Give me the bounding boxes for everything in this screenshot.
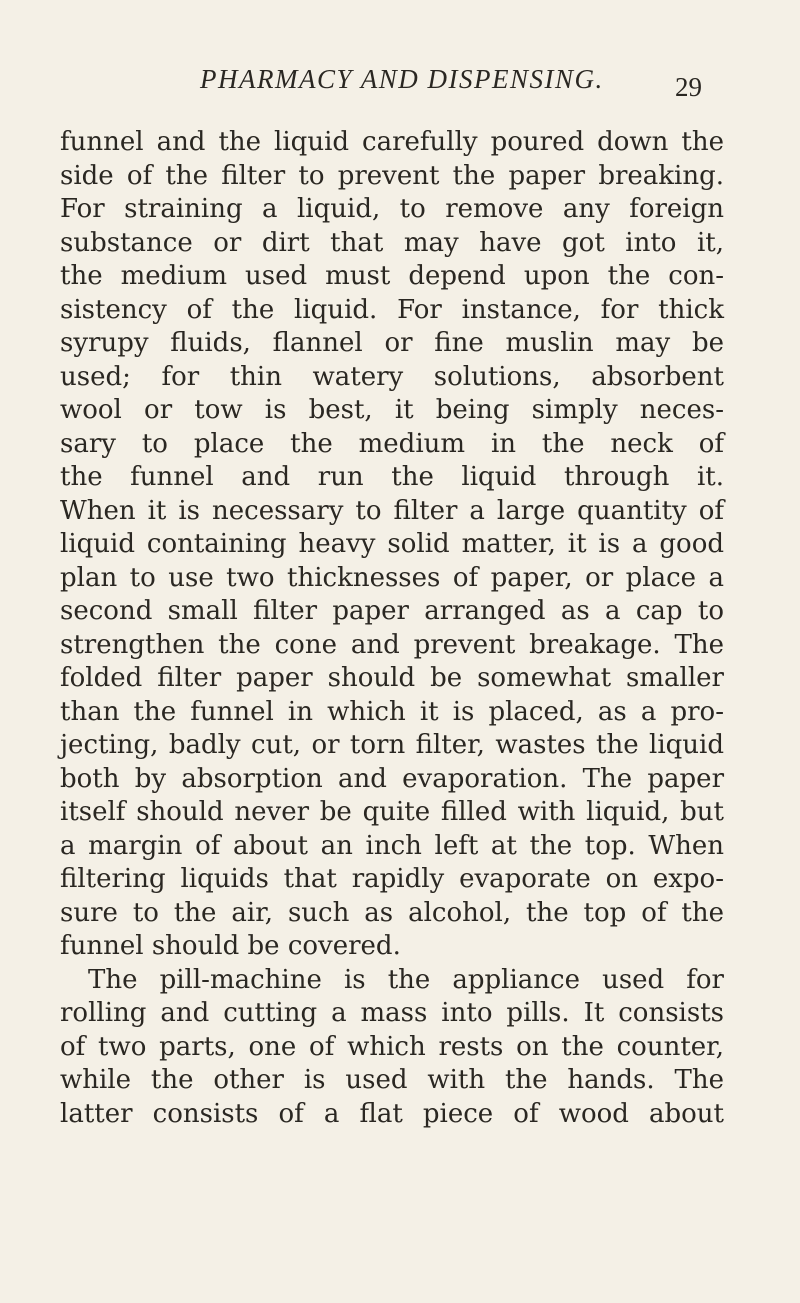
text-line: For straining a liquid, to remove any foreign	[60, 194, 724, 224]
text-line: second small filter paper arranged as a cap to	[60, 596, 724, 626]
text-line: funnel should be covered.	[60, 931, 401, 961]
body-text	[60, 126, 724, 1131]
text-line: funnel and the liquid carefully poured down the	[60, 127, 724, 157]
text-line: of two parts, one of which rests on the counter,	[60, 1031, 724, 1062]
running-title: PHARMACY AND DISPENSING.	[200, 64, 604, 94]
text-line: side of the filter to prevent the paper breaking.	[60, 160, 724, 191]
text-line: jecting, badly cut, or torn filter, wastes the liquid	[60, 730, 724, 760]
page-number: 29	[675, 72, 702, 102]
text-line: sure to the air, such as alcohol, the top of the	[60, 897, 724, 928]
text-line: itself should never be quite filled with liquid, but	[60, 797, 724, 827]
text-line: latter consists of a flat piece of wood about	[60, 1098, 724, 1129]
page-header	[0, 64, 800, 104]
text-line: a margin of about an inch left at the top. When	[60, 830, 724, 861]
text-line: The pill-machine is the appliance used for	[88, 964, 724, 995]
text-line: used; for thin watery solutions, absorbent	[60, 361, 724, 392]
text-line: the medium used must depend upon the con-	[60, 261, 724, 291]
text-line: folded filter paper should be somewhat smaller	[60, 663, 724, 693]
text-line: both by absorption and evaporation. The paper	[60, 763, 724, 794]
text-line: strengthen the cone and prevent breakage. The	[60, 629, 724, 660]
text-line: liquid containing heavy solid matter, it is a good	[60, 529, 724, 559]
text-line: rolling and cutting a mass into pills. It consists	[60, 998, 724, 1028]
text-line: sary to place the medium in the neck of	[60, 428, 724, 459]
text-line: than the funnel in which it is placed, as a pro-	[60, 696, 724, 727]
text-line: the funnel and run the liquid through it.	[60, 462, 724, 492]
text-line: filtering liquids that rapidly evaporate on expo-	[60, 864, 724, 894]
text-line: while the other is used with the hands. The	[60, 1065, 724, 1095]
text-line: plan to use two thicknesses of paper, or place a	[60, 562, 724, 593]
text-line: syrupy fluids, flannel or fine muslin may be	[60, 328, 724, 358]
text-line: sistency of the liquid. For instance, for thick	[60, 294, 724, 325]
text-line: wool or tow is best, it being simply neces-	[60, 395, 724, 425]
text-line: When it is necessary to filter a large quantity of	[60, 495, 724, 526]
text-line: substance or dirt that may have got into it,	[60, 227, 724, 258]
